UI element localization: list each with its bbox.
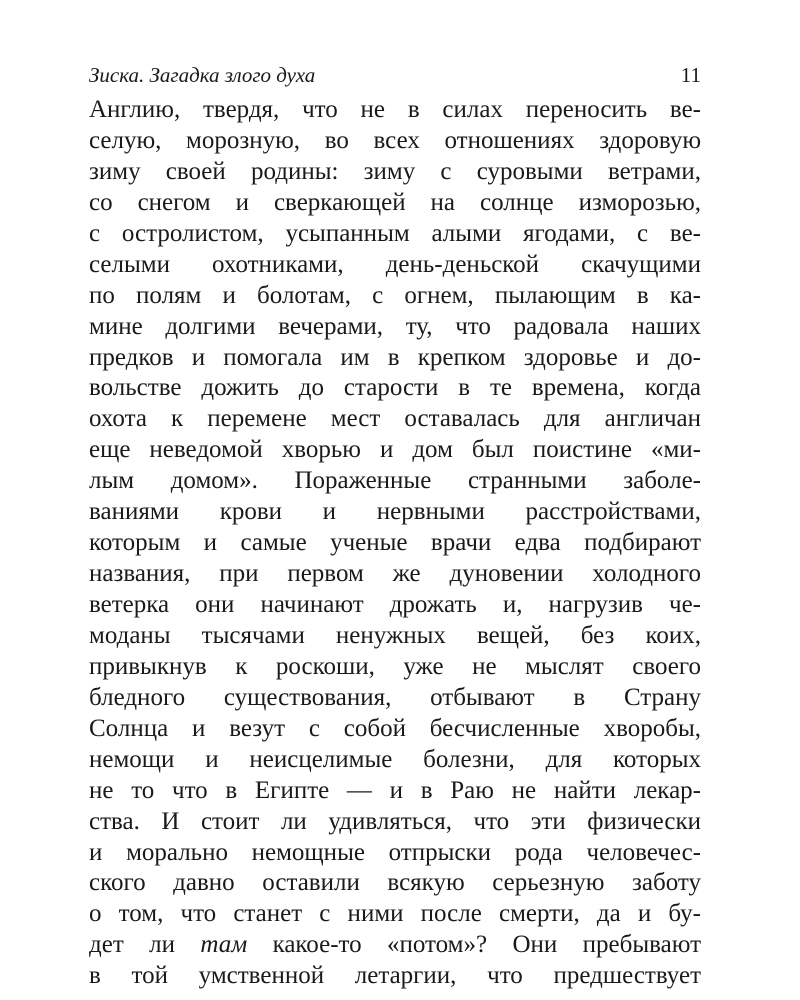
text-line: названия, при первом же дуновении холодного bbox=[89, 560, 701, 588]
text-line: селую, морозную, во всех отношениях здоровую bbox=[89, 126, 701, 154]
text-line: Солнца и везут с собой бесчисленные хворобы, bbox=[89, 714, 701, 742]
text-line: с остролистом, усыпанным алыми ягодами, с ве- bbox=[89, 219, 701, 247]
text-line: селыми охотниками, день-деньской скачущими bbox=[89, 250, 701, 278]
text-line: лым домом». Пораженные странными заболе- bbox=[89, 467, 701, 495]
text-line: моданы тысячами ненужных вещей, без коих, bbox=[89, 621, 701, 649]
text-line: не то что в Египте — и в Раю не найти лекар- bbox=[89, 776, 701, 804]
text-line: Англию, твердя, что не в силах переносить ве- bbox=[89, 96, 701, 123]
text-line: еще неведомой хворью и дом был поистине «ми- bbox=[89, 436, 701, 464]
text-line: мине долгими вечерами, ту, что радовала наших bbox=[89, 312, 701, 340]
text-line: которым и самые ученые врачи едва подбирают bbox=[89, 529, 701, 557]
text-line: о том, что станет с ними после смерти, да и бу- bbox=[89, 900, 701, 928]
text-line: вольстве дожить до старости в те времена, когда bbox=[89, 374, 701, 402]
text-line: зиму своей родины: зиму с суровыми ветрами, bbox=[89, 157, 701, 185]
text-line: охота к перемене мест оставалась для англичан bbox=[89, 405, 701, 433]
running-title: Зиска. Загадка злого духа bbox=[89, 63, 316, 87]
book-page bbox=[89, 62, 701, 992]
text-line: привыкнув к роскоши, уже не мыслят своего bbox=[89, 652, 701, 680]
text-line: со снегом и сверкающей на солнце изморозью, bbox=[89, 188, 701, 216]
text-line: и морально немощные отпрыски рода человечес- bbox=[89, 838, 701, 866]
text-line: ства. И стоит ли удивляться, что эти физически bbox=[89, 807, 701, 835]
text-segment: дет ли bbox=[89, 931, 201, 959]
body-text bbox=[89, 95, 701, 992]
text-line: в той умственной летаргии, что предшествует bbox=[89, 962, 701, 990]
text-line: бледного существования, отбывают в Страну bbox=[89, 683, 701, 711]
text-line: ветерка они начинают дрожать и, нагрузив че- bbox=[89, 591, 701, 618]
text-line-with-italic bbox=[89, 930, 701, 961]
page-number: 11 bbox=[680, 63, 701, 87]
text-line: ского давно оставили всякую серьезную заботу bbox=[89, 869, 701, 897]
text-line: по полям и болотам, с огнем, пылающим в ка- bbox=[89, 281, 701, 309]
italic-word: там bbox=[200, 931, 248, 959]
text-line: предков и помогала им в крепком здоровье и до- bbox=[89, 343, 701, 371]
running-head bbox=[89, 62, 701, 88]
text-line: ваниями крови и нервными расстройствами, bbox=[89, 498, 701, 526]
text-segment: какое-то «потом»? Они пребывают bbox=[247, 931, 701, 959]
text-line: немощи и неисцелимые болезни, для которых bbox=[89, 745, 701, 773]
